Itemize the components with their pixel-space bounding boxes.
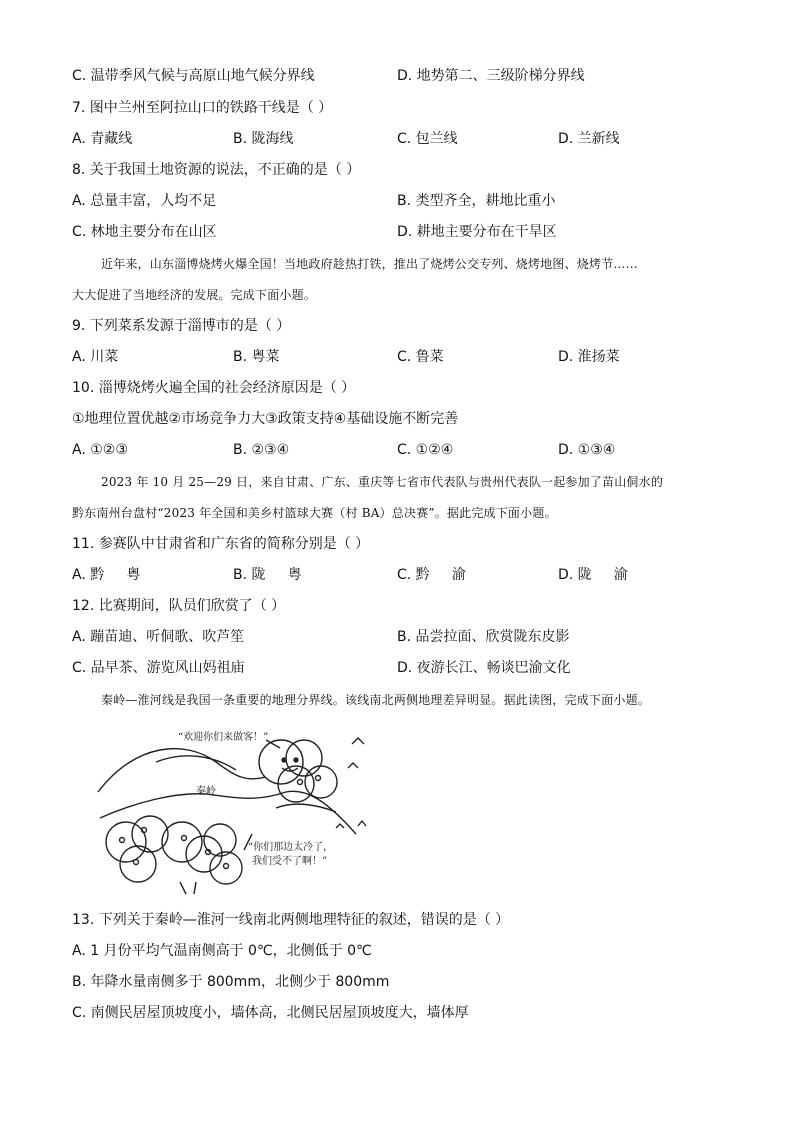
figure-speech-top: “欢迎你们来做客！” [178, 732, 269, 743]
q7-stem: 7. 图中兰州至阿拉山口的铁路干线是（ ） [72, 100, 333, 116]
q6-option-c: C. 温带季风气候与高原山地气候分界线 [72, 68, 315, 84]
q11-option-a: A. 黔 粤 [72, 567, 141, 583]
q9-option-b: B. 粤菜 [233, 349, 280, 365]
q8-option-c: C. 林地主要分布在山区 [72, 224, 217, 240]
figure-label-qinling: 秦岭 [196, 786, 216, 797]
figure-speech-bottom-1: “你们那边太冷了， [248, 842, 334, 853]
q8-stem: 8. 关于我国土地资源的说法，不正确的是（ ） [72, 162, 361, 178]
q7-option-c: C. 包兰线 [397, 131, 458, 147]
q9-stem: 9. 下列菜系发源于淄博市的是（ ） [72, 318, 291, 334]
q12-stem: 12. 比赛期间，队员们欣赏了（ ） [72, 598, 286, 614]
q9-option-d: D. 淮扬菜 [558, 349, 620, 365]
q9-option-a: A. 川菜 [72, 349, 119, 365]
q10-option-a: A. ①②③ [72, 442, 128, 458]
q7-option-d: D. 兰新线 [558, 131, 620, 147]
qinling-cartoon-figure [96, 722, 382, 898]
q10-option-c: C. ①②④ [397, 442, 454, 458]
q13-option-a: A. 1 月份平均气温南侧高于 0℃，北侧低于 0℃ [72, 943, 372, 959]
q11-option-b: B. 陇 粤 [233, 567, 302, 583]
q8-option-b: B. 类型齐全，耕地比重小 [397, 193, 556, 209]
passage1-line1: 近年来，山东淄博烧烤火爆全国！当地政府趁热打铁，推出了烧烤公交专列、烧烤地图、烧烤节…… [101, 257, 638, 271]
q13-option-b: B. 年降水量南侧多于 800mm，北侧少于 800mm [72, 974, 390, 990]
q12-option-d: D. 夜游长江、畅谈巴渝文化 [397, 660, 571, 676]
q11-option-d: D. 陇 渝 [558, 567, 628, 583]
figure-speech-bottom-2: 我们受不了啊！” [252, 856, 328, 867]
passage2-line1: 2023 年 10 月 25—29 日，来自甘肃、广东、重庆等七省市代表队与贵州代表队一起参加了苗山侗水的 [101, 475, 664, 489]
q8-option-d: D. 耕地主要分布在干旱区 [397, 224, 557, 240]
q10-items: ①地理位置优越②市场竞争力大③政策支持④基础设施不断完善 [72, 411, 459, 427]
q11-option-c: C. 黔 渝 [397, 567, 466, 583]
passage1-line2: 大大促进了当地经济的发展。完成下面小题。 [72, 288, 317, 302]
passage3-line1: 秦岭—淮河线是我国一条重要的地理分界线。该线南北两侧地理差异明显。据此读图，完成下面小题。 [101, 693, 651, 707]
q8-option-a: A. 总量丰富，人均不足 [72, 193, 217, 209]
q12-option-a: A. 蹦苗迪、听侗歌、吹芦笙 [72, 629, 245, 645]
q12-option-c: C. 品早茶、游览风山妈祖庙 [72, 660, 245, 676]
q10-stem: 10. 淄博烧烤火遍全国的社会经济原因是（ ） [72, 380, 356, 396]
q7-option-a: A. 青藏线 [72, 131, 133, 147]
q13-option-c: C. 南侧民居屋顶坡度小，墙体高，北侧民居屋顶坡度大，墙体厚 [72, 1005, 469, 1021]
passage2-line2: 黔东南州台盘村“2023 年全国和美乡村篮球大赛（村 BA）总决赛”。据此完成下面小题。 [72, 506, 557, 520]
q6-option-d: D. 地势第二、三级阶梯分界线 [397, 68, 585, 84]
q10-option-b: B. ②③④ [233, 442, 290, 458]
q13-stem: 13. 下列关于秦岭—淮河一线南北两侧地理特征的叙述，错误的是（ ） [72, 912, 510, 928]
q11-stem: 11. 参赛队中甘肃省和广东省的简称分别是（ ） [72, 536, 370, 552]
q9-option-c: C. 鲁菜 [397, 349, 444, 365]
q7-option-b: B. 陇海线 [233, 131, 294, 147]
q12-option-b: B. 品尝拉面、欣赏陇东皮影 [397, 629, 570, 645]
q10-option-d: D. ①③④ [558, 442, 616, 458]
